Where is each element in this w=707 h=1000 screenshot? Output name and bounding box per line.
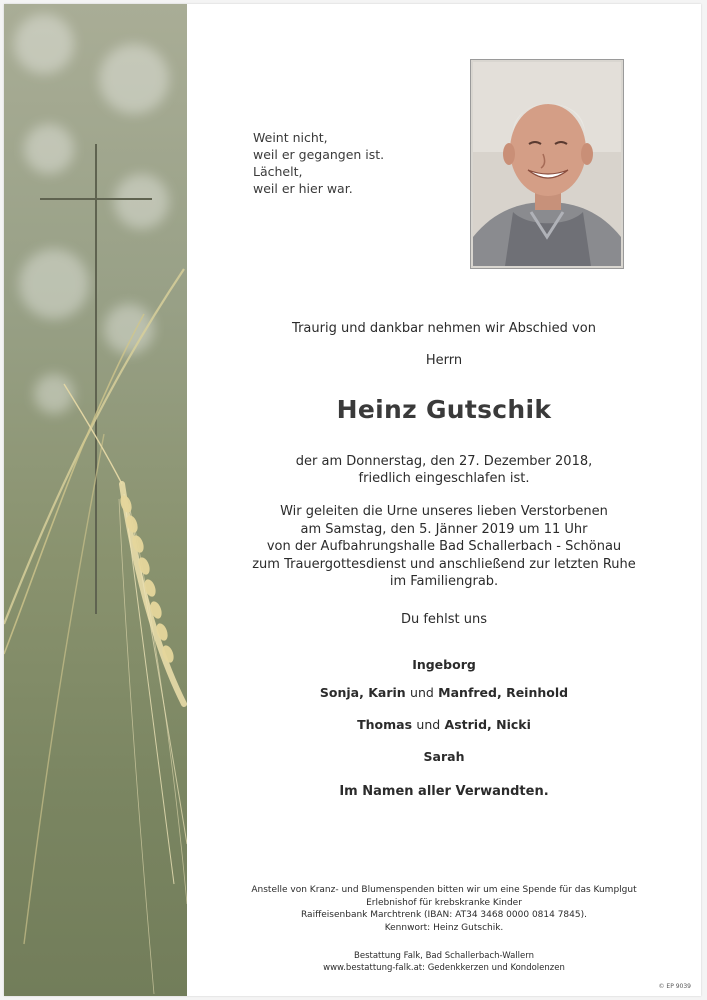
family-member: Ingeborg [412,657,476,672]
family-conjunction: und [416,717,441,732]
portrait-photo-icon [473,62,621,266]
farewell-intro: Traurig und dankbar nehmen wir Abschied von [292,321,596,336]
family-line [187,717,701,732]
family-member: Astrid, Nicki [444,717,531,732]
family-member: Thomas [357,717,413,732]
family-conjunction: und [410,685,434,700]
undertaker-line: www.bestattung-falk.at: Gedenkkerzen und Kondolenzen [323,963,565,973]
wheat-ear-icon [4,4,187,996]
missing-you-line: Du fehlst uns [400,612,488,627]
family-member: Manfred, Reinhold [438,685,569,700]
ceremony-line: von der Aufbahrungshalle Bad Schallerbach - Schönau [266,539,622,554]
donation-line: Raiffeisenbank Marchtrenk (IBAN: AT34 3468 0000 0814 7845). [301,910,587,920]
closing-line: Im Namen aller Verwandten. [339,784,549,799]
family-line [187,685,701,700]
death-notice [187,453,701,487]
family-line [187,657,701,672]
family-line [187,749,701,764]
poem-line: weil er hier war. [253,181,353,196]
family-member: Sonja, Karin [319,685,406,700]
death-line: friedlich eingeschlafen ist. [358,471,530,486]
donation-line: Anstelle von Kranz- und Blumenspenden bitten wir um eine Spende für das Kumplgut [251,885,637,895]
ceremony-line: Wir geleiten die Urne unseres lieben Verstorbenen [280,504,608,519]
death-line: der am Donnerstag, den 27. Dezember 2018, [295,454,593,469]
copyright-mark: © EP 9039 [658,983,691,990]
undertaker-line: Bestattung Falk, Bad Schallerbach-Wallern [354,951,534,961]
ceremony-line: zum Trauergottesdienst und anschließend zur letzten Ruhe [252,556,636,572]
donation-note [187,884,701,934]
deceased-name: Heinz Gutschik [336,395,552,424]
salutation: Herrn [425,353,463,368]
poem-line: Weint nicht, [253,130,328,145]
obituary-page [4,4,701,996]
undertaker-info [187,950,701,974]
donation-line: Kennwort: Heinz Gutschik. [384,922,504,933]
poem [253,129,384,197]
portrait-photo [470,59,624,269]
decorative-side-panel [4,4,187,996]
donation-line: Erlebnishof für krebskranke Kinder [366,897,522,908]
family-member: Sarah [423,749,465,764]
poem-line: weil er gegangen ist. [253,147,385,162]
poem-line: Lächelt, [253,164,303,179]
ceremony-line: am Samstag, den 5. Jänner 2019 um 11 Uhr [300,521,588,537]
ceremony-line: im Familiengrab. [389,574,499,589]
ceremony-details [187,503,701,591]
